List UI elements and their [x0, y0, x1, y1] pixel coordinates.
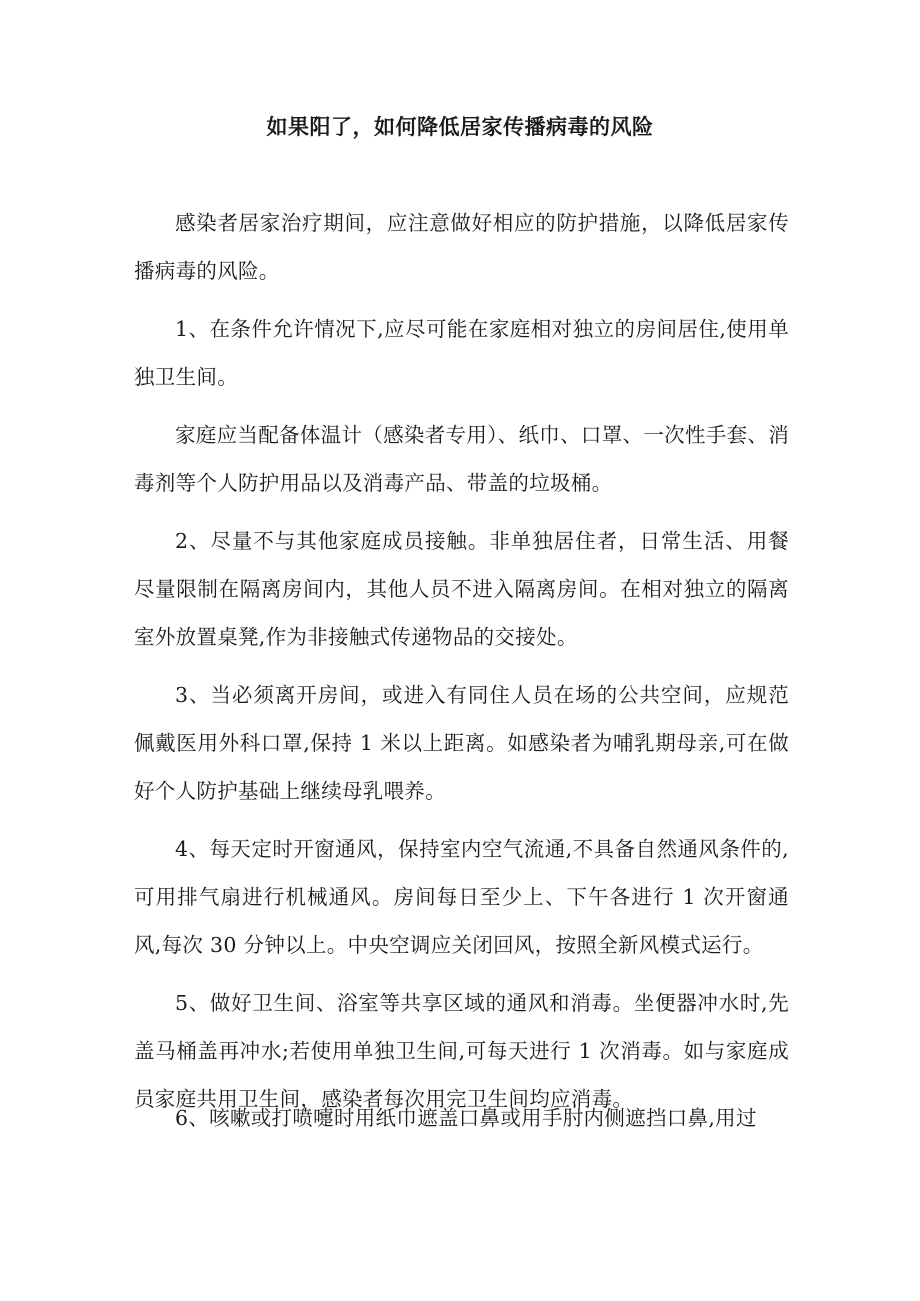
document-body-continued	[134, 1094, 789, 1142]
paragraph-supplies: 家庭应当配备体温计（感染者专用）、纸巾、口罩、一次性手套、消毒剂等个人防护用品以及消毒产品、带盖的垃圾桶。	[134, 423, 789, 495]
paragraph-item-5: 5、做好卫生间、浴室等共享区域的通风和消毒。坐便器冲水时,先盖马桶盖再冲水;若使用单独卫生间,可每天进行 1 次消毒。如与家庭成员家庭共用卫生间，感染者每次用完卫生间均应消毒。	[134, 991, 789, 1111]
document-title: 如果阳了，如何降低居家传播病毒的风险	[266, 115, 654, 139]
paragraph-intro: 感染者居家治疗期间，应注意做好相应的防护措施，以降低居家传播病毒的风险。	[134, 211, 789, 283]
paragraph-item-3: 3、当必须离开房间，或进入有同住人员在场的公共空间，应规范佩戴医用外科口罩,保持 1 米以上距离。如感染者为哺乳期母亲,可在做好个人防护基础上继续母乳喂养。	[134, 683, 789, 803]
paragraph-item-6: 6、咳嗽或打喷嚏时用纸巾遮盖口鼻或用手肘内侧遮挡口鼻,用过	[175, 1106, 757, 1130]
paragraph-item-4: 4、每天定时开窗通风，保持室内空气流通,不具备自然通风条件的,可用排气扇进行机械通风。房间每日至少上、下午各进行 1 次开窗通风,每次 30 分钟以上。中央空调应关闭回风，按照全新风模式运行。	[134, 837, 789, 957]
document-body	[134, 199, 789, 1123]
paragraph-item-2: 2、尽量不与其他家庭成员接触。非单独居住者，日常生活、用餐尽量限制在隔离房间内，其他人员不进入隔离房间。在相对独立的隔离室外放置桌凳,作为非接触式传递物品的交接处。	[134, 529, 789, 649]
paragraph-item-1: 1、在条件允许情况下,应尽可能在家庭相对独立的房间居住,使用单独卫生间。	[134, 317, 789, 389]
